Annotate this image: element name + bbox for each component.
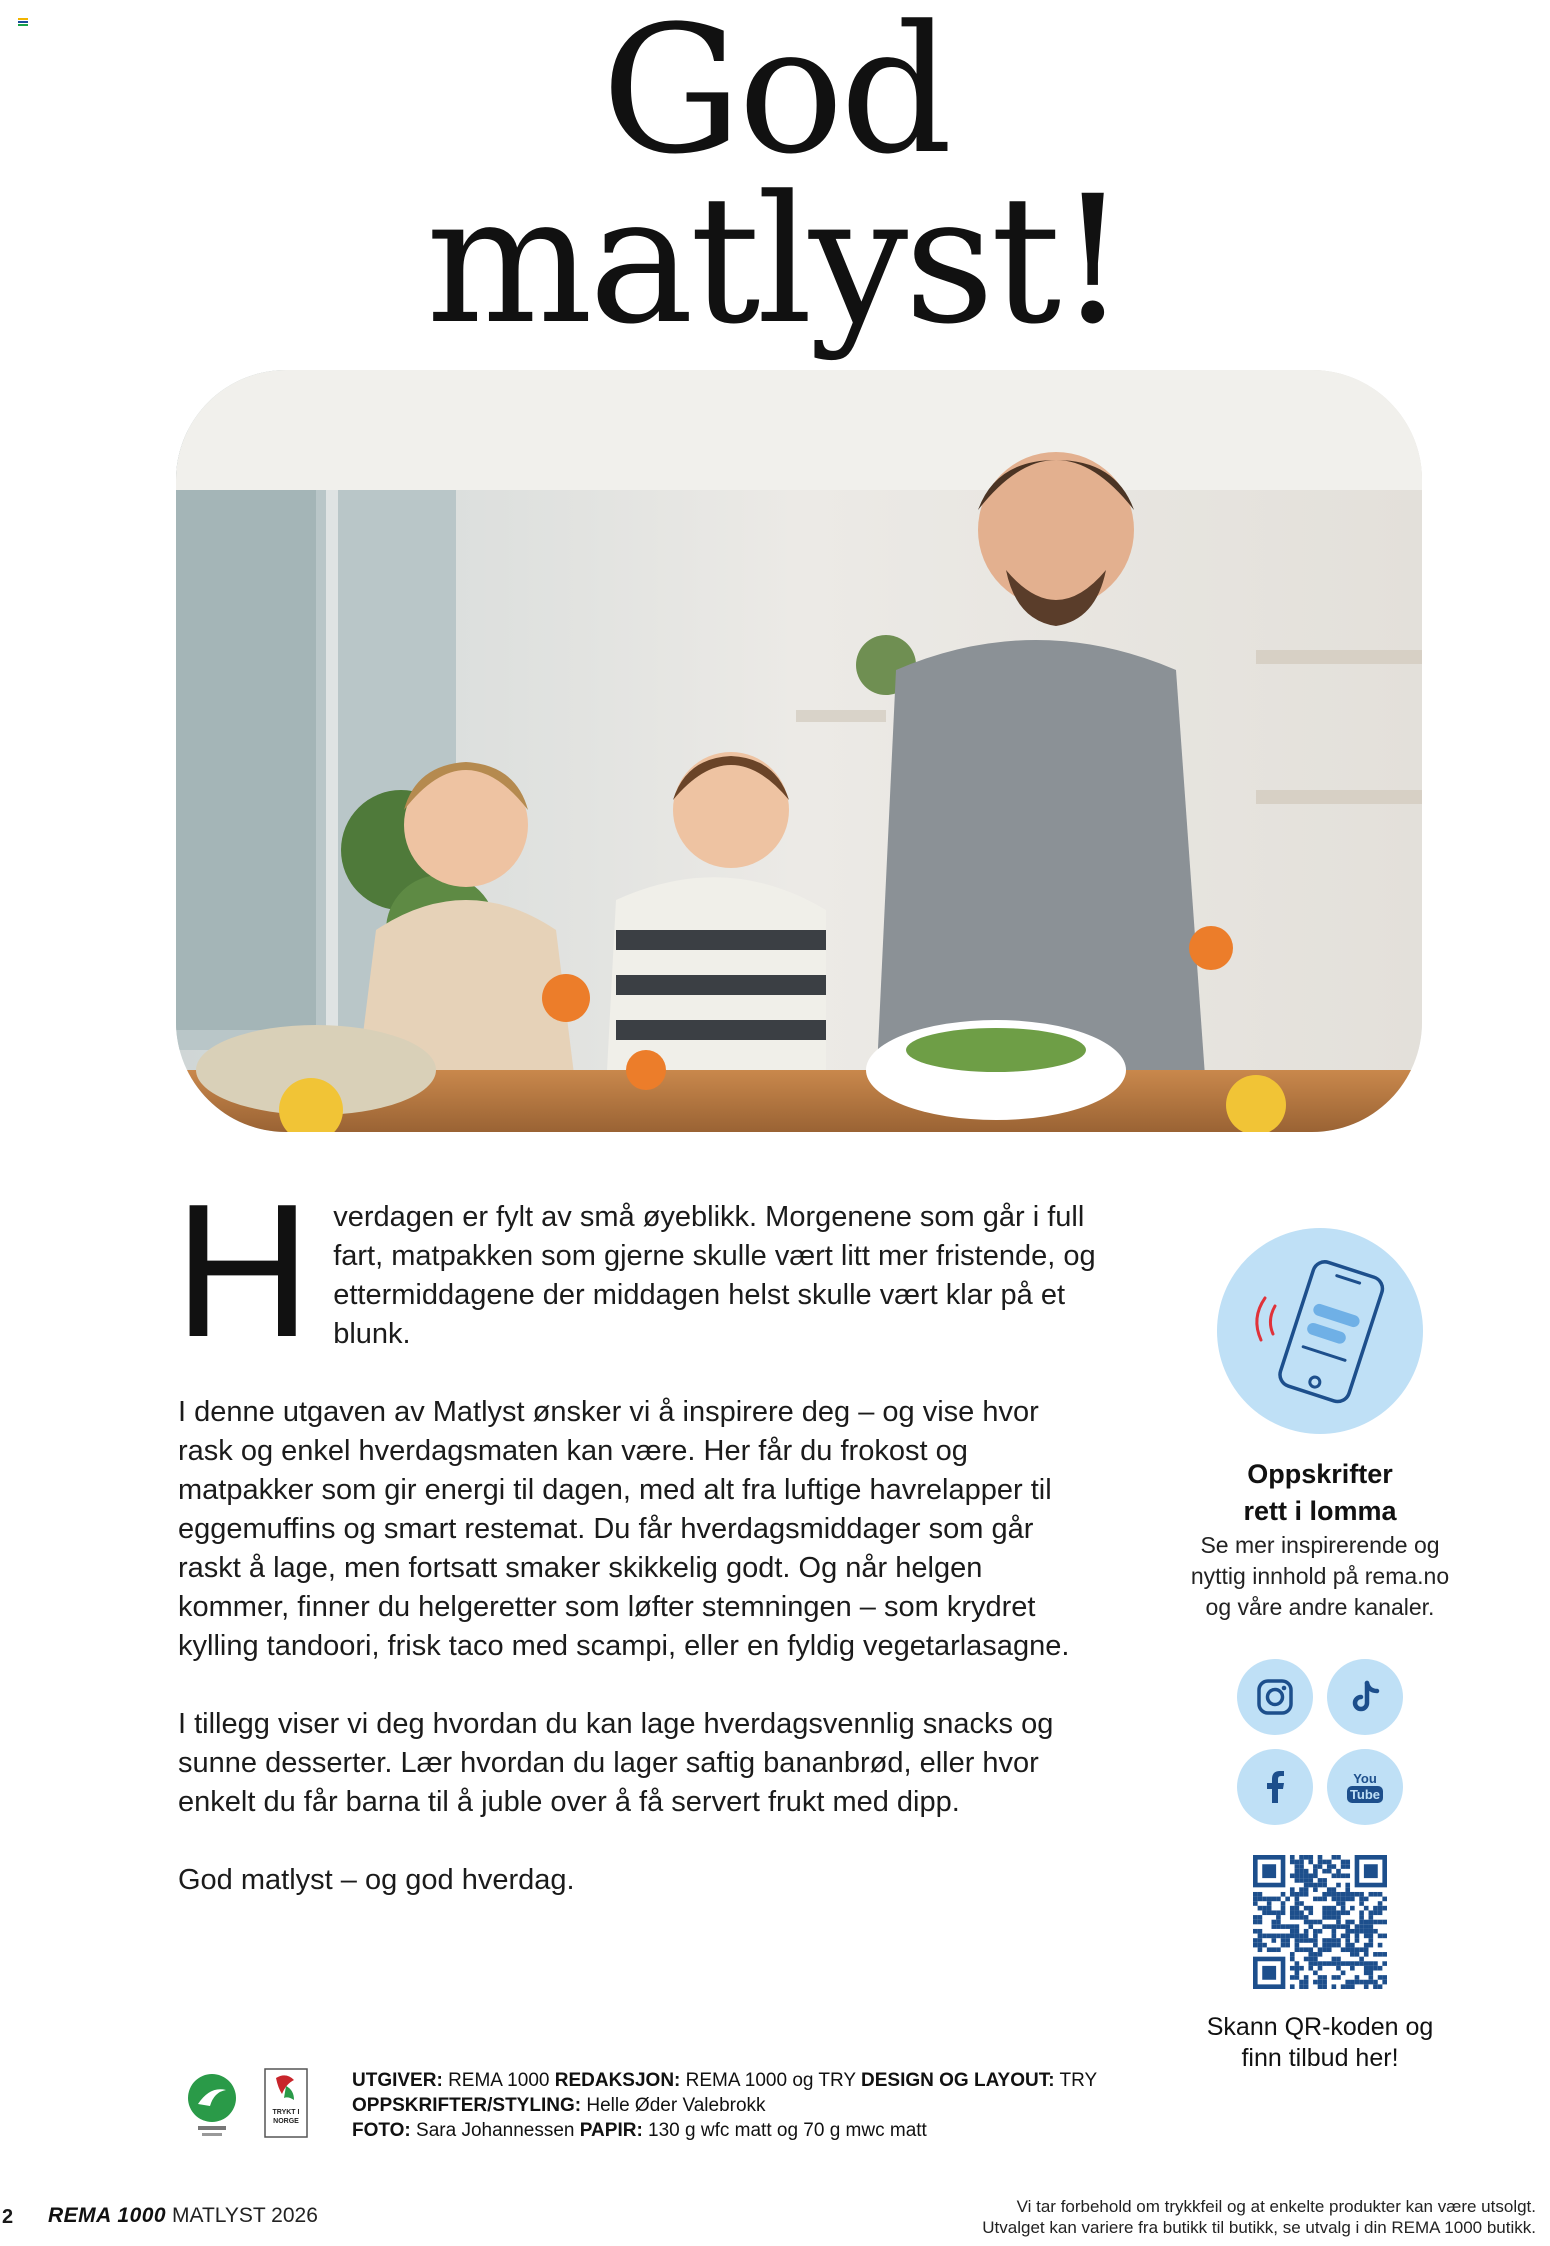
swan-ecolabel-icon	[184, 2068, 240, 2140]
paragraph-4: God matlyst – og god hverdag.	[178, 1864, 575, 1896]
sidebar-subtext: Se mer inspirerende og nyttig innhold på rema.no og våre andre kanaler.	[1190, 1532, 1450, 1620]
facebook-icon	[1255, 1767, 1295, 1807]
brand-logo: REMA 1000	[48, 2204, 167, 2227]
svg-text:You: You	[1353, 1771, 1377, 1786]
intro-first-paragraph	[174, 1165, 1098, 1377]
page-number: 2	[2, 2206, 14, 2228]
magazine-name: MATLYST 2026	[172, 2204, 318, 2227]
tiktok-icon	[1345, 1677, 1385, 1717]
qr-caption: Skann QR-koden og finn tilbud her!	[1206, 2013, 1434, 2072]
svg-text:TRYKT I: TRYKT I	[272, 2109, 300, 2116]
svg-text:NORGE: NORGE	[273, 2118, 299, 2125]
title-line-2: matlyst!	[425, 158, 1125, 363]
sidebar-heading: Oppskrifter rett i lomma	[1243, 1459, 1397, 1526]
title-line-1: God	[601, 0, 949, 193]
hero-photo	[176, 370, 1422, 1132]
facebook-button[interactable]	[1237, 1749, 1313, 1825]
youtube-icon	[1343, 1765, 1387, 1809]
youtube-button[interactable]	[1327, 1749, 1403, 1825]
paragraph-3: I tillegg viser vi deg hvordan du kan lage hverdagsvennlig snacks og sunne desserter. Lær hvordan du lager saftig bananbrød, eller hvor enkelt du får barna til å juble over å få servert frukt med dipp.	[178, 1708, 1054, 1818]
intro-text	[174, 1165, 1098, 1939]
phone-icon	[1217, 1228, 1423, 1434]
recipes-sidebar	[1150, 1228, 1490, 2074]
page-footer	[0, 2196, 1550, 2246]
page-title	[0, 0, 1550, 363]
instagram-icon	[1255, 1677, 1295, 1717]
credits-block	[176, 2068, 1476, 2148]
dropcap-letter: H	[174, 1165, 312, 1377]
qr-code[interactable]	[1253, 1855, 1387, 1989]
disclaimer: Vi tar forbehold om trykkfeil og at enkelte produkter kan være utsolgt. Utvalget kan variere fra butikk til butikk, se utvalg i din REMA 1000 butikk.	[982, 2197, 1536, 2237]
trykt-i-norge-badge	[264, 2068, 308, 2138]
family-cooking-photo	[176, 370, 1422, 1132]
paragraph-2: I denne utgaven av Matlyst ønsker vi å inspirere deg – og vise hvor rask og enkel hverdagsmaten kan være. Her får du frokost og matpakker som gir energi til dagen, med alt fra luftige havrelapper til eggemuffins og smart restemat. Du får hverdagsmiddager som går raskt å lage, men fortsatt smaker skikkelig godt. Og når helgen kommer, finner du helgeretter som løfter stemningen – som krydret kylling tandoori, frisk taco med scampi, eller en fyldig vegetarlasagne.	[178, 1396, 1070, 1662]
first-paragraph-text: verdagen er fylt av små øyeblikk. Morgenene som går i full fart, matpakken som gjerne skulle vært litt mer fristende, og ettermiddagene der middagen helst skulle vært klar på et blunk.	[333, 1201, 1096, 1350]
credits-text: UTGIVER: REMA 1000 REDAKSJON: REMA 1000 og TRY DESIGN OG LAYOUT: TRY OPPSKRIFTER/STYLING: Helle Øder Valebrokk FOTO: Sara Johannessen PAPIR: 130 g wfc matt og 70 g mwc matt	[352, 2070, 1098, 2141]
svg-text:Tube: Tube	[1349, 1787, 1381, 1802]
instagram-button[interactable]	[1237, 1659, 1313, 1735]
tiktok-button[interactable]	[1327, 1659, 1403, 1735]
social-links	[1232, 1659, 1408, 1825]
